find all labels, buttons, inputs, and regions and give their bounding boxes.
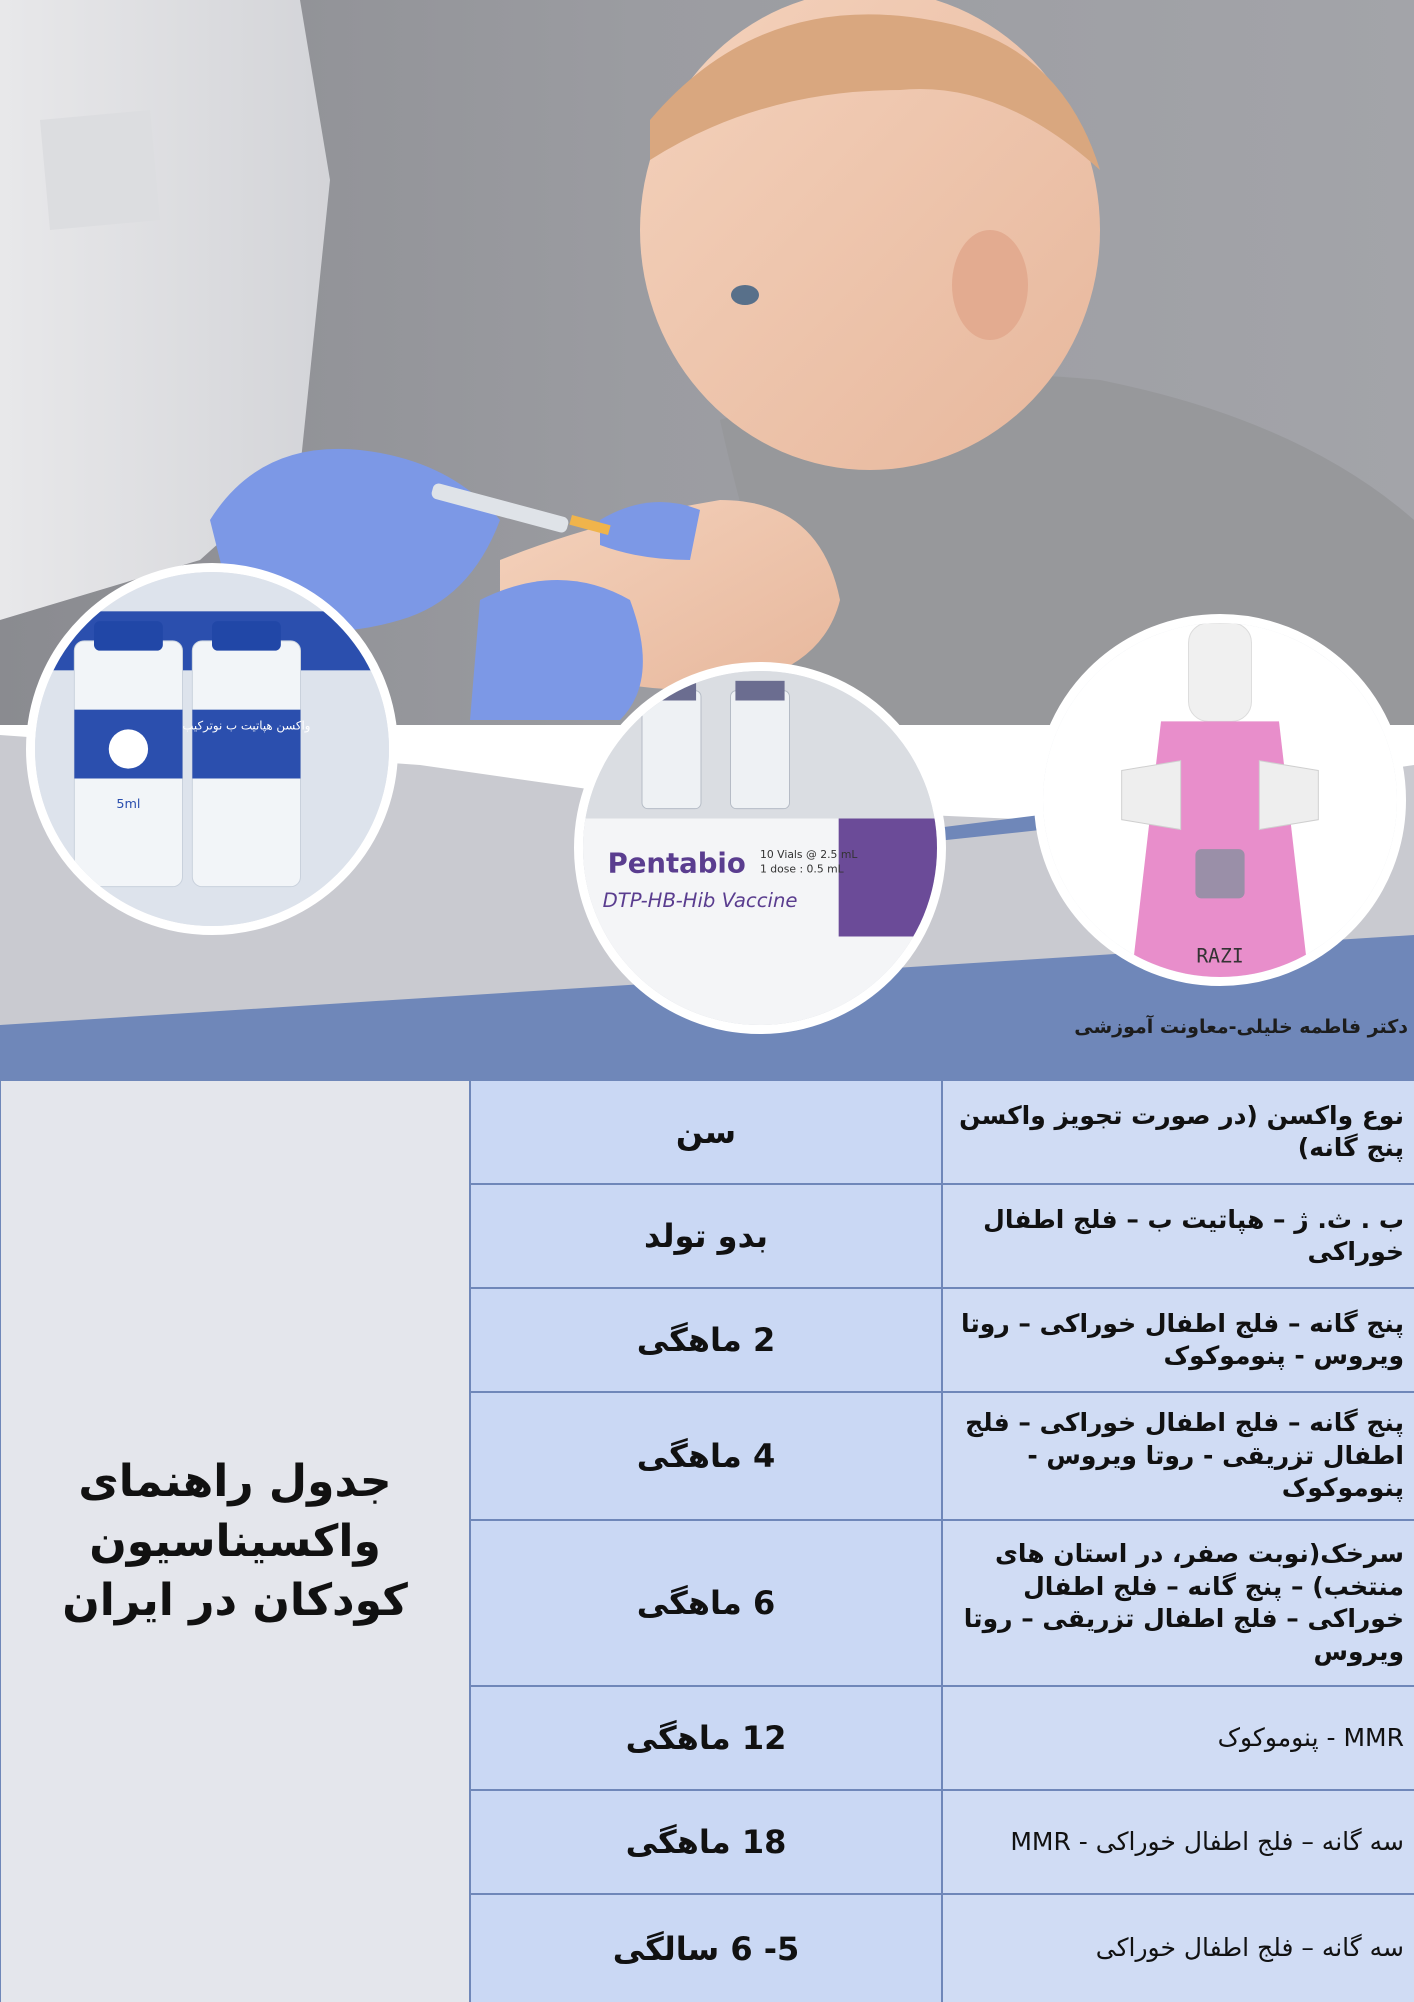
- row-age: 12 ماهگی: [471, 1687, 943, 1791]
- row-vaccine: پنج گانه – فلج اطفال خوراکی – روتا ویروس - پنوموکوک: [943, 1289, 1414, 1393]
- vaccine-vials-circle: [26, 563, 398, 935]
- table-title: جدول راهنمای واکسیناسیون کودکان در ایران: [0, 1081, 471, 2002]
- header-vaccine: نوع واکسن (در صورت تجویز واکسن پنج گانه): [943, 1081, 1414, 1185]
- vial-label-1: واکسن هپاتیت ب نوترکیب: [182, 718, 311, 733]
- author-credit: دکتر فاطمه خلیلی-معاونت آموزشی: [1074, 1016, 1408, 1038]
- pentabio-sub: DTP-HB-Hib Vaccine: [602, 889, 798, 912]
- vaccine-monitor-circle: [1034, 614, 1406, 986]
- pentabio-dose: 1 dose : 0.5 mL: [760, 862, 844, 876]
- row-age: 5- 6 سالگی: [471, 1895, 943, 2002]
- row-vaccine: سه گانه – فلج اطفال خوراکی - MMR: [943, 1791, 1414, 1895]
- row-vaccine: MMR - پنوموکوک: [943, 1687, 1414, 1791]
- row-age: 2 ماهگی: [471, 1289, 943, 1393]
- razi-label: RAZI: [1196, 944, 1244, 968]
- row-age: 6 ماهگی: [471, 1521, 943, 1687]
- vaccination-table: [0, 1079, 1414, 2000]
- pentabio-vials: 10 Vials @ 2.5 mL: [760, 847, 858, 861]
- vaccine-vials-icon: [35, 572, 389, 926]
- row-vaccine: پنج گانه – فلج اطفال خوراکی – فلج اطفال تزریقی - روتا ویروس - پنوموکوک: [943, 1393, 1414, 1521]
- pentabio-label: Pentabio: [607, 847, 746, 880]
- vial-label-2: 5ml: [116, 797, 141, 812]
- pentabio-box-circle: [574, 662, 946, 1034]
- row-vaccine: سه گانه – فلج اطفال خوراکی: [943, 1895, 1414, 2002]
- row-age: 18 ماهگی: [471, 1791, 943, 1895]
- vaccine-monitor-icon: [1043, 623, 1397, 977]
- row-vaccine: سرخک(نوبت صفر، در استان های منتخب) – پنج گانه – فلج اطفال خوراکی – فلج اطفال تزریقی – روتا ویروس: [943, 1521, 1414, 1687]
- row-age: 4 ماهگی: [471, 1393, 943, 1521]
- row-age: بدو تولد: [471, 1185, 943, 1289]
- pentabio-box-icon: [583, 671, 937, 1025]
- row-vaccine: ب . ث. ژ – هپاتیت ب – فلج اطفال خوراکی: [943, 1185, 1414, 1289]
- header-age: سن: [471, 1081, 943, 1185]
